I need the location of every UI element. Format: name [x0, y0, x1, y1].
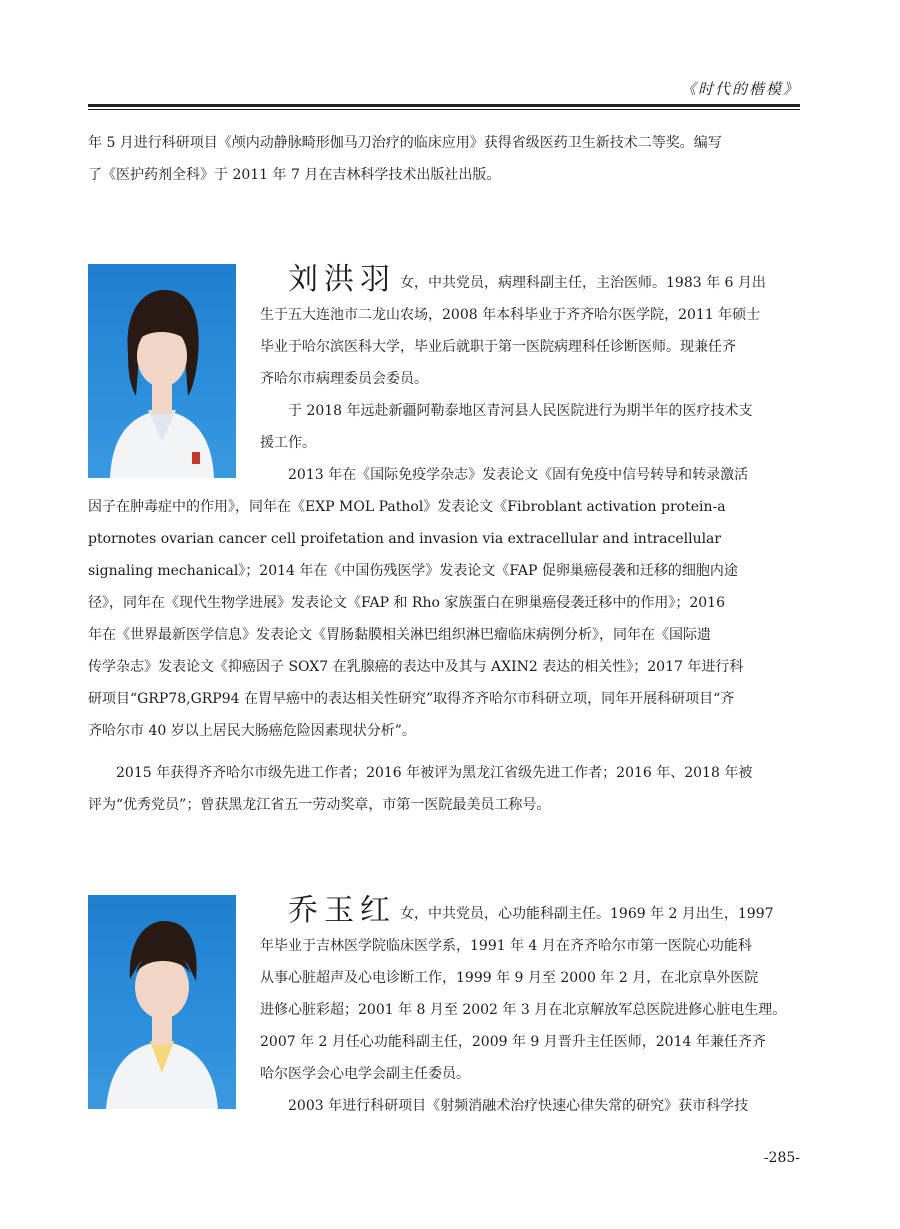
bio-line: ptornotes ovarian cancer cell proifetation and invasion via extracellular and intracellular [88, 531, 722, 547]
bio-line: 2015 年获得齐齐哈尔市级先进工作者；2016 年被评为黑龙江省级先进工作者；2016 年、2018 年被 [88, 765, 753, 781]
person-name: 刘洪羽 [288, 262, 396, 297]
portrait-photo-liu-hongyu [88, 264, 236, 478]
bio-line: 年在《世界最新医学信息》发表论文《胃肠黏膜相关淋巴组织淋巴瘤临床病例分析》，同年在《国际遗 [88, 627, 711, 643]
bio-line: 研项目“GRP78,GRP94 在胃早癌中的表达相关性研究”取得齐齐哈尔市科研立项，同年开展科研项目“齐 [88, 691, 735, 707]
bio-line: 女，中共党员，病理科副主任，主治医师。1983 年 6 月出 [400, 275, 766, 291]
person-name: 乔玉红 [288, 893, 396, 928]
bio-line: 2013 年在《国际免疫学杂志》发表论文《固有免疫中信号转导和转录激活 [260, 467, 749, 483]
bio-line: 齐哈尔市病理委员会委员。 [260, 371, 428, 387]
header-rule-thin [88, 109, 800, 110]
bio-line: 2003 年进行科研项目《射频消融术治疗快速心律失常的研究》获市科学技 [260, 1098, 749, 1114]
bio-line: 传学杂志》发表论文《抑癌因子 SOX7 在乳腺癌的表达中及其与 AXIN2 表达的相关性》；2017 年进行科 [88, 659, 744, 675]
bio-line: 哈尔医学会心电学会副主任委员。 [260, 1066, 470, 1082]
bio-line: 评为“优秀党员”；曾获黑龙江省五一劳动奖章，市第一医院最美员工称号。 [88, 797, 551, 813]
intro-line: 了《医护药剂全科》于 2011 年 7 月在吉林科学技术出版社出版。 [88, 167, 501, 183]
bio-line: 援工作。 [260, 435, 316, 451]
bio-line: 于 2018 年远赴新疆阿勒泰地区青河县人民医院进行为期半年的医疗技术支 [260, 403, 753, 419]
bio-line: 从事心脏超声及心电诊断工作，1999 年 9 月至 2000 年 2 月，在北京阜外医院 [260, 970, 759, 986]
header-rule-thick [88, 104, 800, 107]
bio-line: 女，中共党员，心功能科副主任。1969 年 2 月出生，1997 [400, 906, 774, 922]
bio-line: 年毕业于吉林医学院临床医学系，1991 年 4 月在齐齐哈尔市第一医院心功能科 [260, 938, 752, 954]
portrait-figure-icon [88, 264, 236, 478]
portrait-figure-icon [88, 895, 236, 1109]
bio-line: 因子在肿毒症中的作用》，同年在《EXP MOL Pathol》发表论文《Fibroblant activation protein-a [88, 499, 726, 515]
bio-line: 齐哈尔市 40 岁以上居民大肠癌危险因素现状分析”。 [88, 723, 416, 739]
bio-line: 毕业于哈尔滨医科大学，毕业后就职于第一医院病理科任诊断医师。现兼任齐 [260, 339, 736, 355]
bio-line: 径》，同年在《现代生物学进展》发表论文《FAP 和 Rho 家族蛋白在卵巢癌侵袭迁移中的作用》；2016 [88, 595, 725, 611]
page-number: -285- [763, 1150, 800, 1166]
bio-line: signaling mechanical》；2014 年在《中国伤残医学》发表论文《FAP 促卵巢癌侵袭和迁移的细胞内途 [88, 563, 738, 579]
portrait-photo-qiao-yuhong [88, 895, 236, 1109]
bio-line: 进修心脏彩超；2001 年 8 月至 2002 年 3 月在北京解放军总医院进修心脏电生理。 [260, 1002, 787, 1018]
bio-line: 2007 年 2 月任心功能科副主任，2009 年 9 月晋升主任医师，2014 年兼任齐齐 [260, 1034, 766, 1050]
bio-line: 生于五大连池市二龙山农场，2008 年本科毕业于齐齐哈尔医学院，2011 年硕士 [260, 307, 761, 323]
intro-line: 年 5 月进行科研项目《颅内动静脉畸形伽马刀治疗的临床应用》获得省级医药卫生新技术二等奖。编写 [88, 135, 722, 151]
running-header: 《时代的楷模》 [680, 80, 800, 98]
